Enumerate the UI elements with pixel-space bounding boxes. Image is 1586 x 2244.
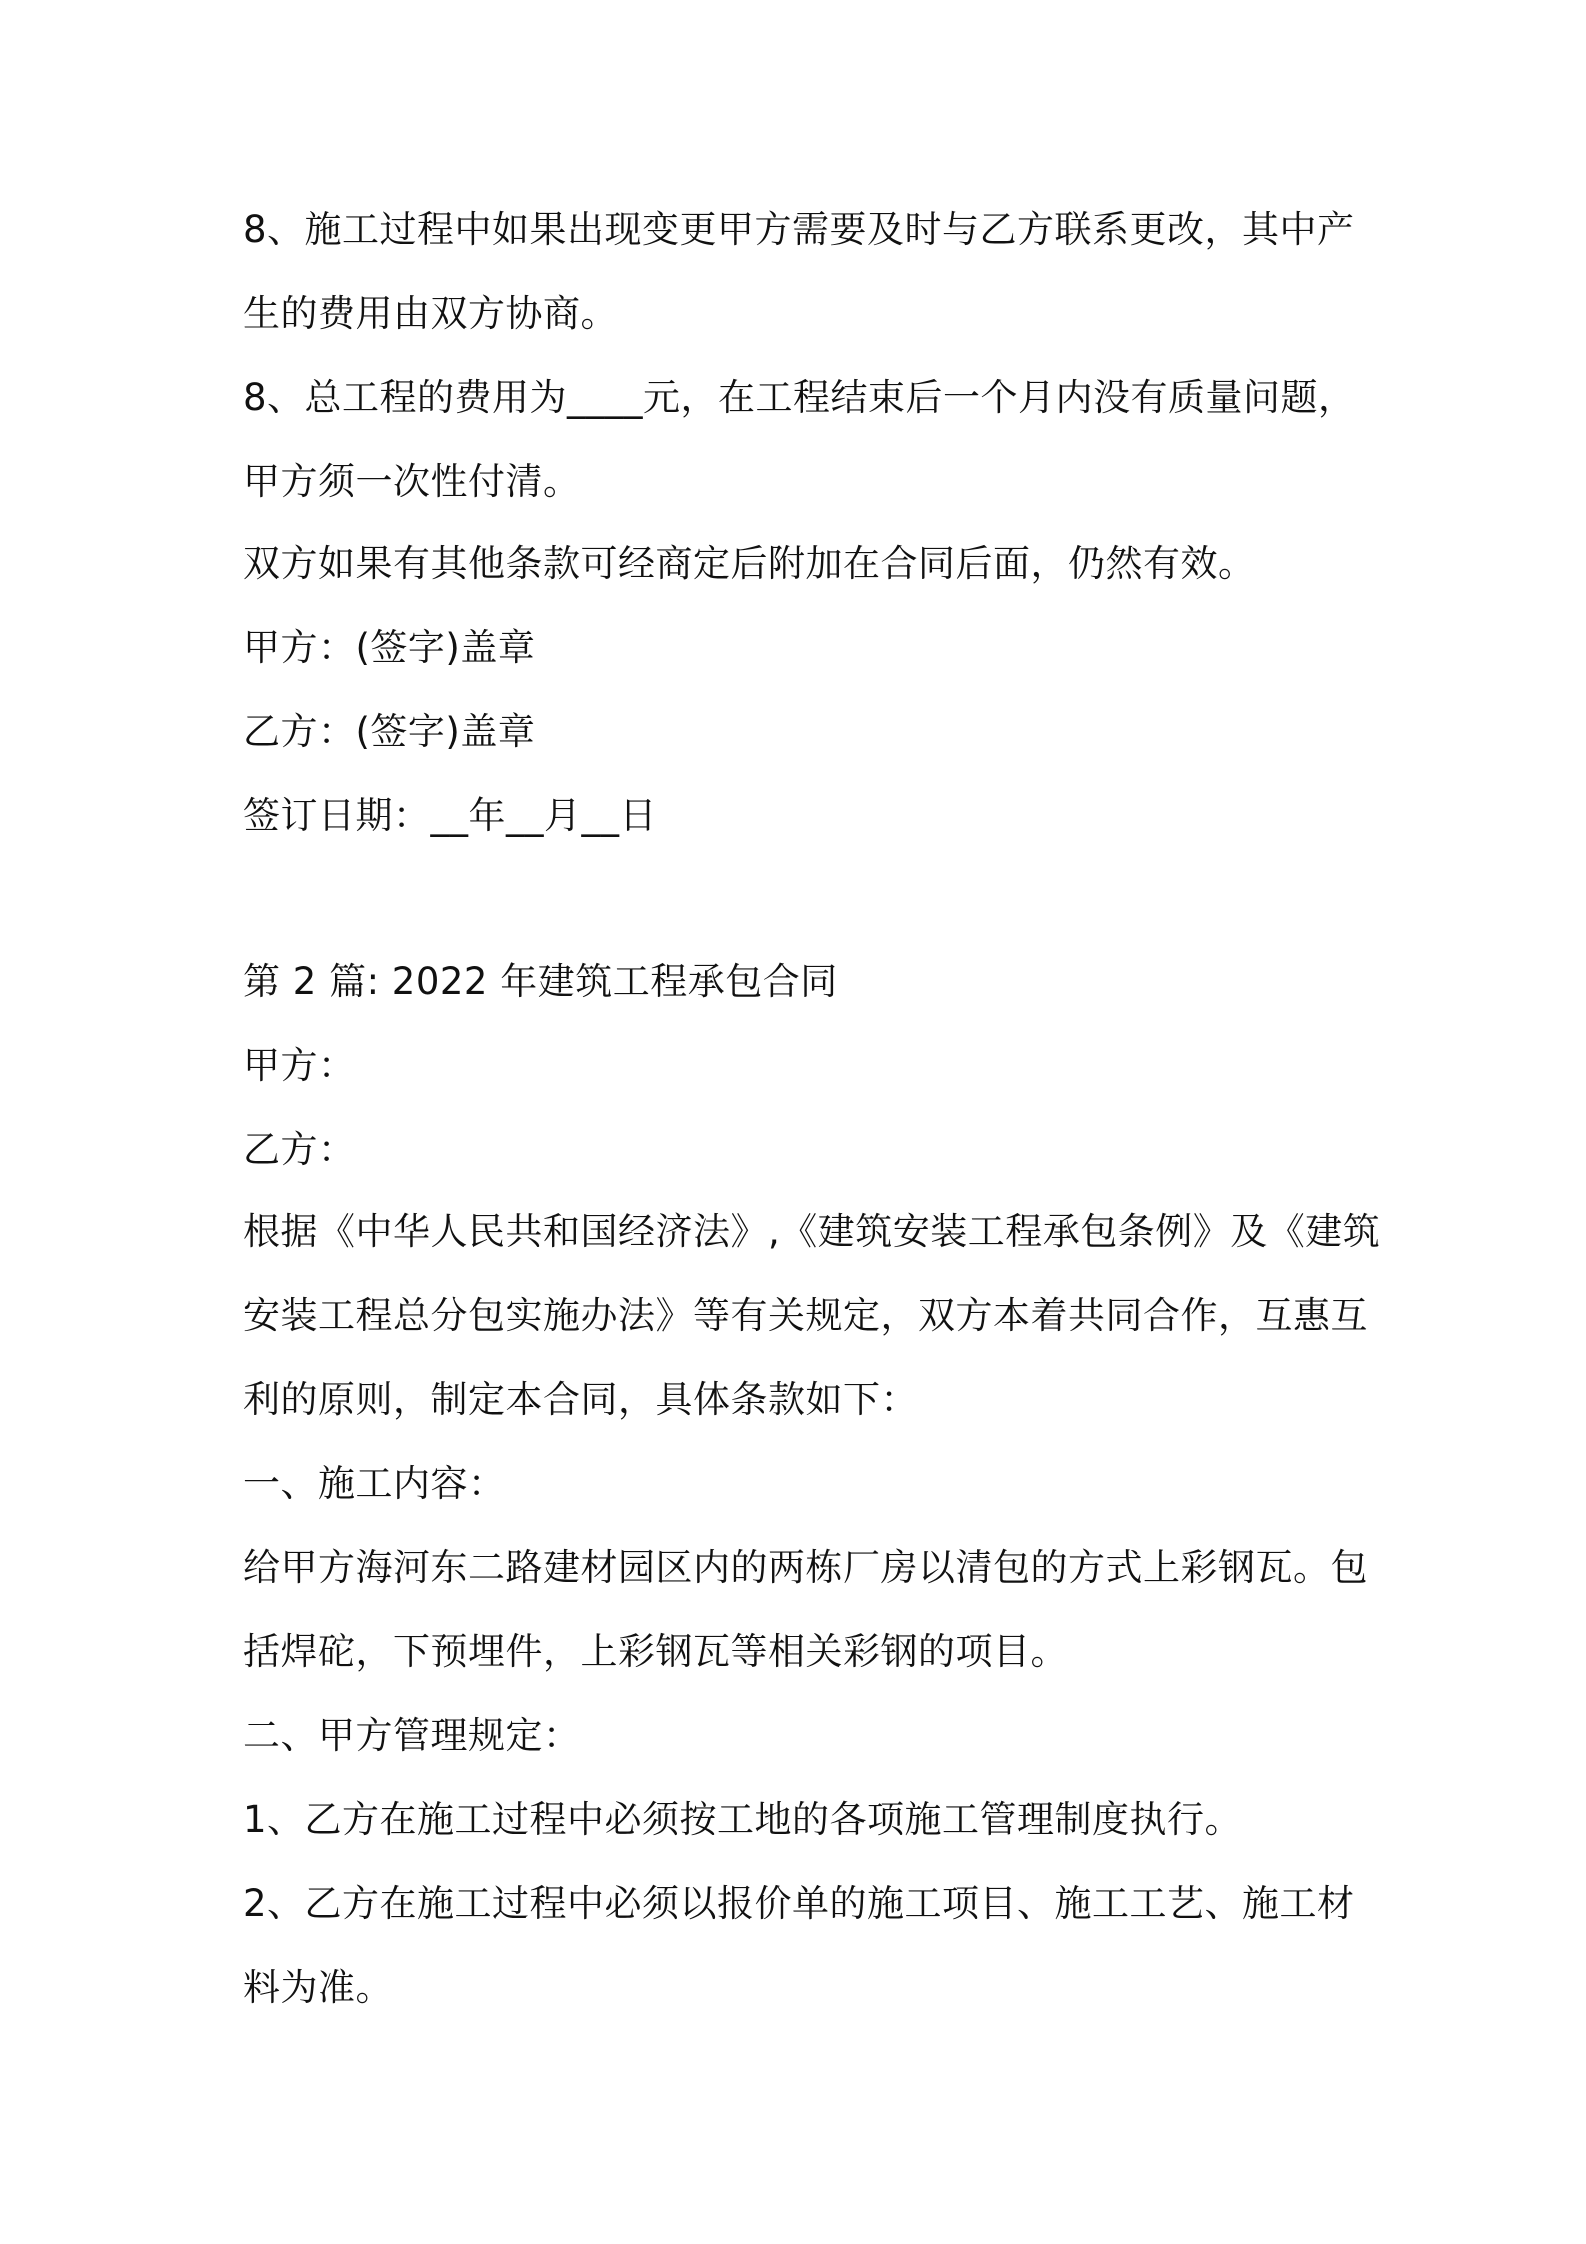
rule-2-line-1: 2、乙方在施工过程中必须以报价单的施工项目、施工工艺、施工材 — [243, 1882, 1355, 1925]
additional-terms-line: 双方如果有其他条款可经商定后附加在合同后面，仍然有效。 — [243, 542, 1256, 585]
preamble-line-1: 根据《中华人民共和国经济法》,《建筑安装工程承包条例》及《建筑 — [243, 1210, 1381, 1253]
clause-8-cost-line-1: 8、总工程的费用为____元，在工程结束后一个月内没有质量问题， — [243, 376, 1356, 419]
preamble-line-2: 安装工程总分包实施办法》等有关规定，双方本着共同合作，互惠互 — [243, 1294, 1368, 1337]
clause-8-change-line-2: 生的费用由双方协商。 — [243, 292, 618, 335]
section-two-heading: 二、甲方管理规定： — [243, 1714, 581, 1757]
party-a-signature: 甲方：(签字)盖章 — [243, 626, 536, 669]
party-b-signature: 乙方：(签字)盖章 — [243, 710, 536, 753]
rule-1-line: 1、乙方在施工过程中必须按工地的各项施工管理制度执行。 — [243, 1798, 1243, 1841]
signing-date: 签订日期：__年__月__日 — [243, 794, 657, 837]
construction-content-line-2: 括焊砣，下预埋件，上彩钢瓦等相关彩钢的项目。 — [243, 1630, 1068, 1673]
construction-content-line-1: 给甲方海河东二路建材园区内的两栋厂房以清包的方式上彩钢瓦。包 — [243, 1546, 1368, 1589]
party-a-label: 甲方： — [243, 1044, 356, 1087]
clause-8-change-line-1: 8、施工过程中如果出现变更甲方需要及时与乙方联系更改，其中产 — [243, 208, 1355, 251]
rule-2-line-2: 料为准。 — [243, 1966, 393, 2009]
preamble-line-3: 利的原则，制定本合同，具体条款如下： — [243, 1378, 918, 1421]
section-title: 第 2 篇: 2022 年建筑工程承包合同 — [243, 960, 838, 1003]
party-b-label: 乙方： — [243, 1128, 356, 1171]
section-one-heading: 一、施工内容： — [243, 1462, 506, 1505]
clause-8-cost-line-2: 甲方须一次性付清。 — [243, 460, 581, 503]
